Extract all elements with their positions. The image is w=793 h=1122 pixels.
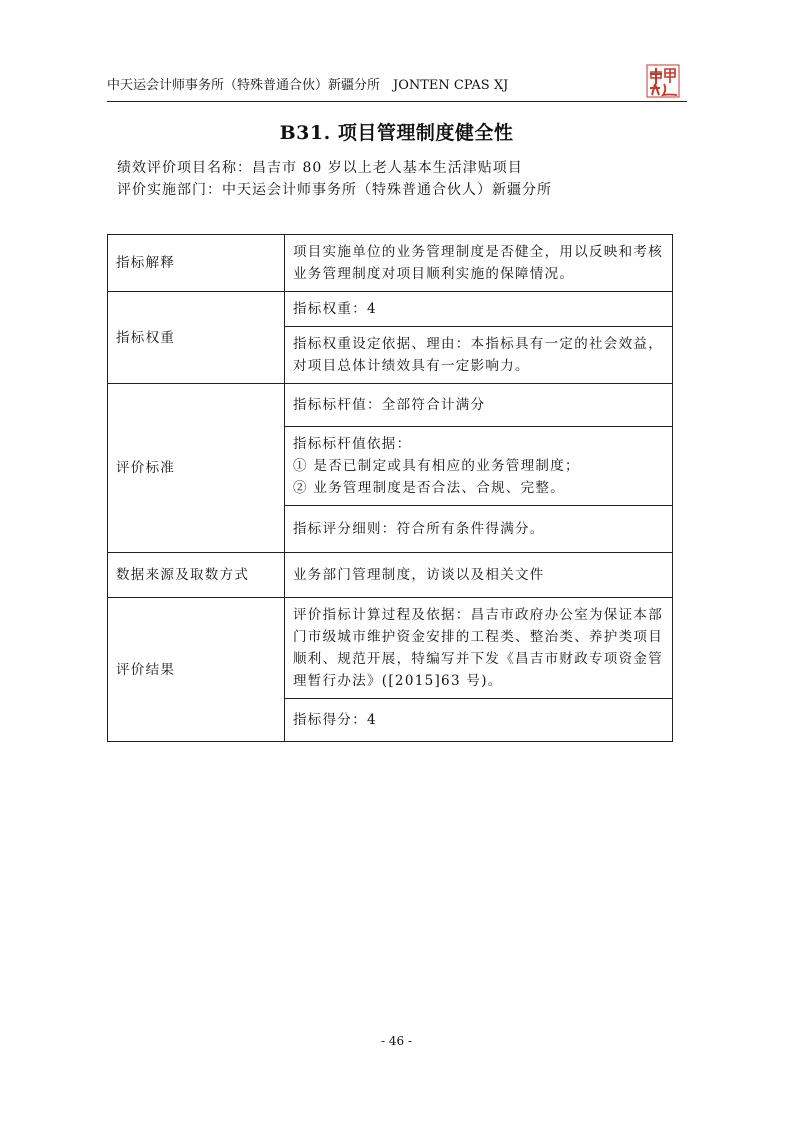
basis-item-1: ① 是否已制定或具有相应的业务管理制度； xyxy=(293,458,580,474)
scoring-detail: 指标评分细则：符合所有条件得满分。 xyxy=(285,506,673,553)
data-source: 业务部门管理制度，访谈以及相关文件 xyxy=(285,553,673,598)
indicator-explanation: 项目实施单位的业务管理制度是否健全，用以反映和考核业务管理制度对项目顺利实施的保障情况。 xyxy=(285,235,673,292)
row-label: 指标权重 xyxy=(108,292,285,384)
indicator-score: 指标得分：4 xyxy=(285,699,673,742)
row-label: 指标解释 xyxy=(108,235,285,292)
header-text: 中天运会计师事务所（特殊普通合伙）新疆分所 JONTEN CPAS XJ xyxy=(107,78,509,93)
indicator-table xyxy=(107,234,673,742)
header-divider xyxy=(107,101,687,102)
basis-title: 指标标杆值依据： xyxy=(293,436,412,452)
table-row xyxy=(108,235,673,292)
table-row xyxy=(108,384,673,427)
department-line: 评价实施部门：中天运会计师事务所（特殊普通合伙人）新疆分所 xyxy=(117,182,552,198)
table-row xyxy=(108,598,673,699)
row-label: 评价结果 xyxy=(108,598,285,742)
table-row xyxy=(108,292,673,327)
weight-basis: 指标权重设定依据、理由：本指标具有一定的社会效益，对项目总体计绩效具有一定影响力。 xyxy=(285,327,673,384)
row-label: 数据来源及取数方式 xyxy=(108,553,285,598)
row-label: 评价标准 xyxy=(108,384,285,553)
benchmark-basis xyxy=(285,427,673,506)
table-row xyxy=(108,553,673,598)
calculation-process: 评价指标计算过程及依据：昌吉市政府办公室为保证本部门市级城市维护资金安排的工程类、整治类、养护类项目顺利、规范开展，特编写并下发《昌吉市财政专项资金管理暂行办法》([2015]63 号)。 xyxy=(285,598,673,699)
basis-item-2: ② 业务管理制度是否合法、合规、完整。 xyxy=(293,480,565,496)
indicator-weight: 指标权重：4 xyxy=(285,292,673,327)
benchmark-value: 指标标杆值：全部符合计满分 xyxy=(285,384,673,427)
company-logo xyxy=(646,64,680,98)
page-header xyxy=(107,72,687,100)
project-name-line: 绩效评价项目名称：昌吉市 80 岁以上老人基本生活津贴项目 xyxy=(117,160,523,176)
section-title: B31. 项目管理制度健全性 xyxy=(279,122,514,144)
page-number: - 46 - xyxy=(380,1034,412,1048)
